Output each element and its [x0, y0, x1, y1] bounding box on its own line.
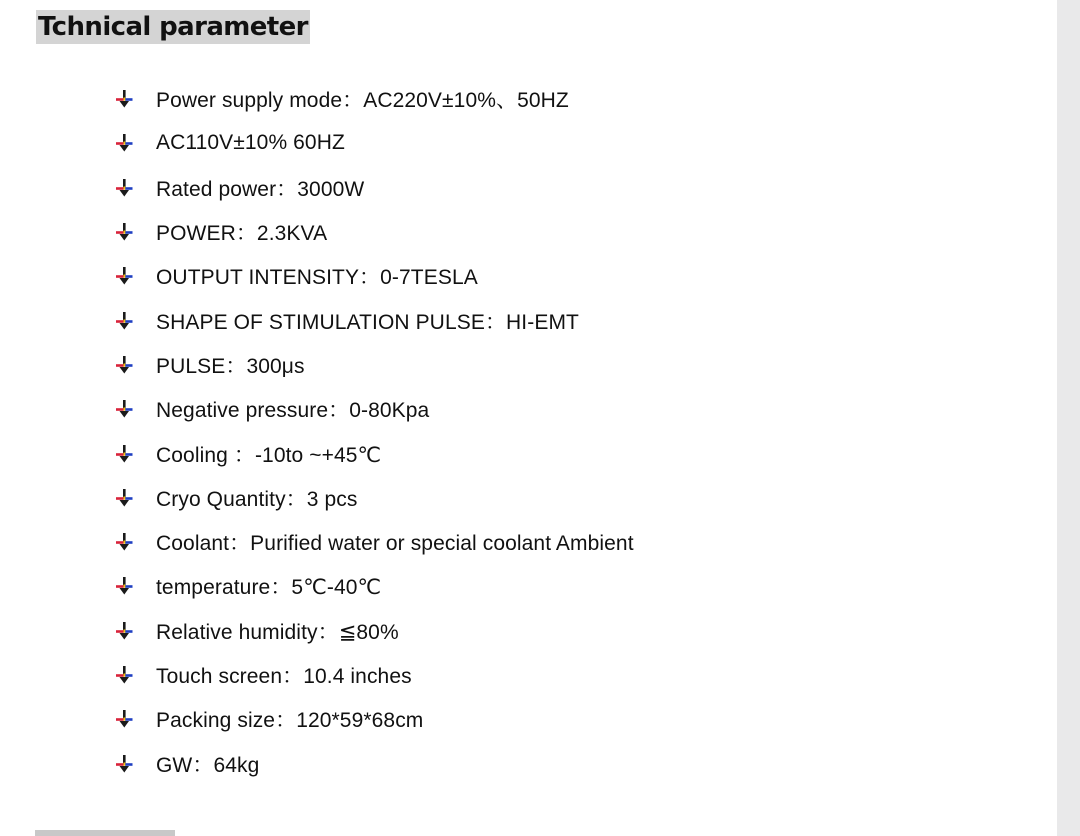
- parameter-item: [113, 564, 634, 608]
- parameter-text: Cooling ：-10to ~+45℃: [156, 443, 382, 467]
- arrow-down-bullet-icon: [113, 708, 135, 730]
- arrow-down-bullet-icon: [113, 88, 135, 110]
- parameter-text: Touch screen：10.4 inches: [156, 665, 412, 688]
- arrow-down-bullet-icon: [113, 265, 135, 287]
- parameter-item: [113, 697, 634, 741]
- parameter-item: [113, 609, 634, 653]
- page-bottom-bar: [35, 830, 175, 836]
- parameter-item: [113, 343, 634, 387]
- arrow-down-bullet-icon: [113, 753, 135, 775]
- arrow-down-bullet-icon: [113, 531, 135, 553]
- parameter-text: Negative pressure：0-80Kpa: [156, 399, 430, 423]
- arrow-down-bullet-icon: [113, 177, 135, 199]
- parameter-text: POWER：2.3KVA: [156, 222, 328, 246]
- parameter-item: [113, 653, 634, 697]
- arrow-down-bullet-icon: [113, 575, 135, 597]
- parameter-text: Packing size：120*59*68cm: [156, 709, 424, 733]
- parameter-text: Power supply mode：AC220V±10%、50HZ: [156, 89, 569, 113]
- parameter-text: SHAPE OF STIMULATION PULSE：HI-EMT: [156, 310, 579, 334]
- parameter-text: GW：64kg: [156, 753, 260, 777]
- parameter-item: [113, 520, 634, 564]
- section-heading: Tchnical parameter: [38, 12, 308, 42]
- arrow-down-bullet-icon: [113, 664, 135, 686]
- parameter-text: PULSE：300μs: [156, 354, 305, 378]
- parameter-text: Cryo Quantity：3 pcs: [156, 487, 358, 511]
- parameter-text: Rated power：3000W: [156, 177, 365, 201]
- parameter-text: temperature：5℃-40℃: [156, 576, 382, 600]
- arrow-down-bullet-icon: [113, 620, 135, 642]
- parameter-item: [113, 387, 634, 431]
- parameter-item: [113, 121, 634, 165]
- parameter-text: AC110V±10% 60HZ: [156, 131, 345, 155]
- arrow-down-bullet-icon: [113, 310, 135, 332]
- parameter-item: [113, 77, 634, 121]
- parameter-item: [113, 298, 634, 342]
- parameter-text: OUTPUT INTENSITY：0-7TESLA: [156, 266, 478, 290]
- arrow-down-bullet-icon: [113, 487, 135, 509]
- arrow-down-bullet-icon: [113, 221, 135, 243]
- parameter-item: [113, 166, 634, 210]
- parameter-text: Relative humidity：≦80%: [156, 620, 399, 644]
- parameter-item: [113, 476, 634, 520]
- arrow-down-bullet-icon: [113, 398, 135, 420]
- parameter-item: [113, 254, 634, 298]
- arrow-down-bullet-icon: [113, 132, 135, 154]
- parameter-item: [113, 741, 634, 785]
- page-side-strip: [1057, 0, 1080, 836]
- parameter-item: [113, 210, 634, 254]
- parameter-list: [113, 77, 634, 786]
- arrow-down-bullet-icon: [113, 354, 135, 376]
- arrow-down-bullet-icon: [113, 443, 135, 465]
- parameter-text: Coolant：Purified water or special coolant Ambient: [156, 532, 634, 556]
- parameter-item: [113, 431, 634, 475]
